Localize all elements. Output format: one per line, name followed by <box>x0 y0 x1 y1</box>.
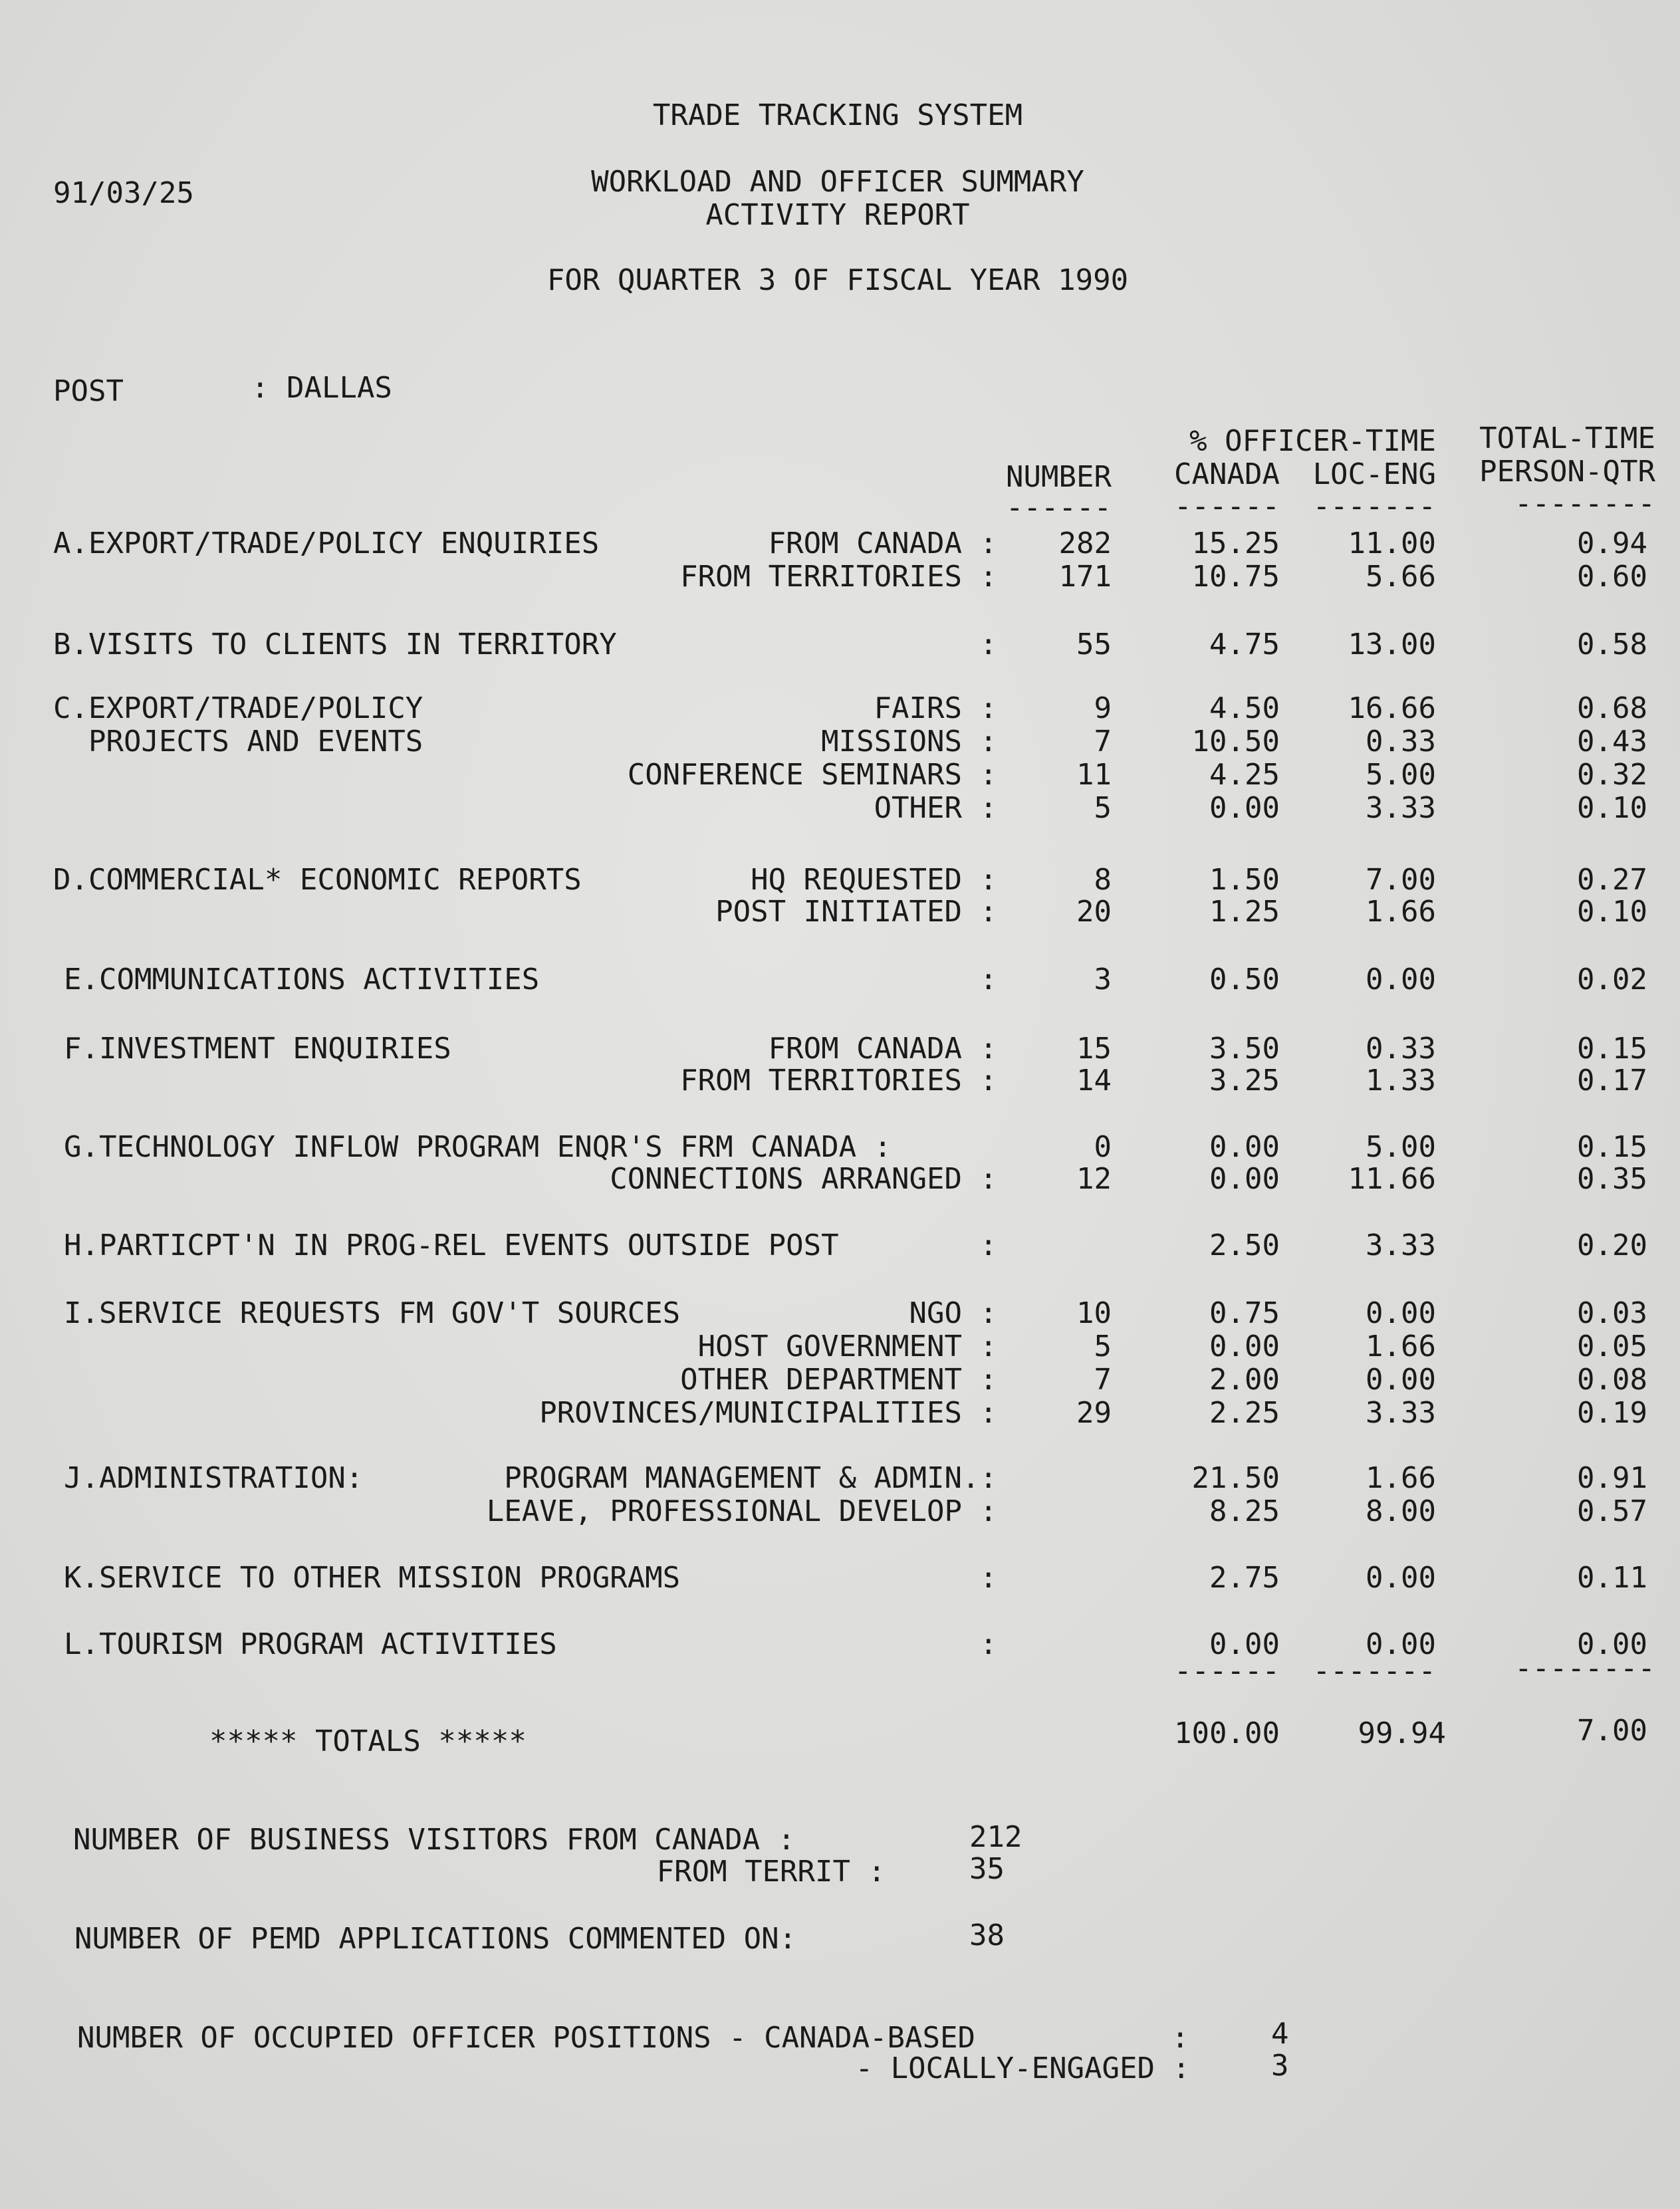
row-label: C.EXPORT/TRADE/POLICY <box>53 691 423 725</box>
row-number: 10 <box>1076 1296 1112 1330</box>
row-number: 7 <box>1094 725 1112 758</box>
row-loceng: 0.00 <box>1366 1296 1436 1330</box>
row-person-qtr: 0.68 <box>1577 691 1647 725</box>
row-canada: 4.25 <box>1209 758 1280 792</box>
totals-canada: 100.00 <box>1174 1716 1280 1750</box>
row-sublabel: NGO : <box>909 1296 997 1330</box>
row-canada: 0.50 <box>1209 963 1280 996</box>
row-sublabel: : <box>979 963 997 996</box>
row-person-qtr: 0.32 <box>1577 758 1647 792</box>
totals-person-qtr: 7.00 <box>1577 1714 1647 1748</box>
col-header-person-qtr: PERSON-QTR <box>1479 455 1655 489</box>
row-label: H.PARTICPT'N IN PROG-REL EVENTS OUTSIDE POST <box>64 1228 839 1262</box>
row-sublabel: FROM CANADA : <box>768 1032 997 1066</box>
row-loceng: 8.00 <box>1366 1494 1436 1528</box>
row-loceng: 5.00 <box>1366 1130 1436 1164</box>
underline-loceng: ------- <box>1312 489 1436 523</box>
row-canada: 15.25 <box>1191 526 1280 560</box>
row-canada: 2.00 <box>1209 1363 1280 1397</box>
totals-loceng: 99.94 <box>1358 1716 1446 1750</box>
pemd-value: 38 <box>969 1918 1005 1952</box>
row-loceng: 0.00 <box>1366 1561 1436 1595</box>
row-label: K.SERVICE TO OTHER MISSION PROGRAMS <box>64 1561 681 1595</box>
col-header-loceng: LOC-ENG <box>1312 457 1436 491</box>
row-loceng: 7.00 <box>1366 863 1436 897</box>
row-sublabel: : <box>979 1228 997 1262</box>
row-canada: 21.50 <box>1191 1461 1280 1495</box>
row-person-qtr: 0.58 <box>1577 628 1647 661</box>
row-canada: 2.50 <box>1209 1228 1280 1262</box>
row-loceng: 11.66 <box>1348 1162 1436 1196</box>
totals-label: ***** TOTALS ***** <box>209 1724 527 1758</box>
row-sublabel: : <box>979 628 997 661</box>
report-period: FOR QUARTER 3 OF FISCAL YEAR 1990 <box>546 263 1129 297</box>
row-number: 7 <box>1094 1363 1112 1397</box>
row-canada: 0.00 <box>1209 1627 1280 1661</box>
row-person-qtr: 0.10 <box>1577 791 1647 825</box>
row-sublabel: CONNECTIONS ARRANGED : <box>610 1162 997 1196</box>
row-person-qtr: 0.15 <box>1577 1130 1647 1164</box>
row-number: 55 <box>1076 628 1112 661</box>
row-number: 5 <box>1094 791 1112 825</box>
row-number: 171 <box>1058 560 1112 594</box>
totals-underline-person-qtr: -------- <box>1514 1651 1655 1685</box>
row-label: L.TOURISM PROGRAM ACTIVITIES <box>64 1627 557 1661</box>
underline-canada: ------ <box>1174 489 1280 523</box>
row-label: B.VISITS TO CLIENTS IN TERRITORY <box>53 628 617 661</box>
positions-label: NUMBER OF OCCUPIED OFFICER POSITIONS - CANADA-BASED <box>77 2021 976 2055</box>
row-number: 29 <box>1076 1396 1112 1430</box>
col-header-number: NUMBER <box>1006 460 1112 494</box>
row-sublabel: MISSIONS : <box>821 725 997 758</box>
row-canada: 1.25 <box>1209 895 1280 929</box>
row-canada: 2.75 <box>1209 1561 1280 1595</box>
row-person-qtr: 0.00 <box>1577 1627 1647 1661</box>
row-loceng: 0.00 <box>1366 963 1436 996</box>
row-canada: 0.00 <box>1209 1162 1280 1196</box>
report-title: WORKLOAD AND OFFICER SUMMARY <box>591 165 1084 199</box>
row-number: 20 <box>1076 895 1112 929</box>
row-person-qtr: 0.20 <box>1577 1228 1647 1262</box>
visitors-label: NUMBER OF BUSINESS VISITORS FROM CANADA : <box>73 1823 796 1857</box>
row-canada: 10.75 <box>1191 560 1280 594</box>
row-number: 12 <box>1076 1162 1112 1196</box>
row-loceng: 5.66 <box>1366 560 1436 594</box>
visitors-territ-value: 35 <box>969 1852 1005 1886</box>
row-canada: 0.00 <box>1209 1130 1280 1164</box>
positions-colon: : <box>1171 2021 1189 2055</box>
post-value: : DALLAS <box>251 371 392 405</box>
row-loceng: 0.00 <box>1366 1363 1436 1397</box>
row-canada: 3.50 <box>1209 1032 1280 1066</box>
row-number: 11 <box>1076 758 1112 792</box>
col-header-total: TOTAL-TIME <box>1479 421 1655 455</box>
row-loceng: 3.33 <box>1366 791 1436 825</box>
row-number: 3 <box>1094 963 1112 996</box>
row-number: 5 <box>1094 1330 1112 1363</box>
row-label: E.COMMUNICATIONS ACTIVITIES <box>64 963 540 996</box>
row-person-qtr: 0.60 <box>1577 560 1647 594</box>
row-canada: 3.25 <box>1209 1064 1280 1098</box>
row-canada: 4.50 <box>1209 691 1280 725</box>
row-sublabel: CONFERENCE SEMINARS : <box>627 758 997 792</box>
row-person-qtr: 0.91 <box>1577 1461 1647 1495</box>
row-loceng: 0.33 <box>1366 1032 1436 1066</box>
col-header-pct: % OFFICER-TIME <box>1189 424 1436 458</box>
row-sublabel: HQ REQUESTED : <box>751 863 997 897</box>
row-canada: 8.25 <box>1209 1494 1280 1528</box>
row-label: A.EXPORT/TRADE/POLICY ENQUIRIES <box>53 526 600 560</box>
visitors-canada-value: 212 <box>969 1820 1022 1854</box>
pemd-label: NUMBER OF PEMD APPLICATIONS COMMENTED ON: <box>74 1922 797 1956</box>
row-canada: 0.00 <box>1209 791 1280 825</box>
report-subtitle: ACTIVITY REPORT <box>705 198 970 232</box>
visitors-territ-label: FROM TERRIT : <box>656 1855 886 1889</box>
positions-canada-based-value: 4 <box>1271 2017 1289 2051</box>
row-number: 0 <box>1094 1130 1112 1164</box>
row-sublabel: FROM CANADA : <box>768 526 997 560</box>
row-loceng: 16.66 <box>1348 691 1436 725</box>
row-person-qtr: 0.10 <box>1577 895 1647 929</box>
row-canada: 2.25 <box>1209 1396 1280 1430</box>
row-label: F.INVESTMENT ENQUIRIES <box>64 1032 451 1066</box>
row-loceng: 1.66 <box>1366 1330 1436 1363</box>
row-person-qtr: 0.57 <box>1577 1494 1647 1528</box>
row-label: I.SERVICE REQUESTS FM GOV'T SOURCES <box>64 1296 681 1330</box>
row-person-qtr: 0.43 <box>1577 725 1647 758</box>
row-loceng: 1.66 <box>1366 1461 1436 1495</box>
row-person-qtr: 0.19 <box>1577 1396 1647 1430</box>
row-person-qtr: 0.05 <box>1577 1330 1647 1363</box>
row-person-qtr: 0.15 <box>1577 1032 1647 1066</box>
row-canada: 0.75 <box>1209 1296 1280 1330</box>
row-loceng: 13.00 <box>1348 628 1436 661</box>
row-sublabel: HOST GOVERNMENT : <box>697 1330 997 1363</box>
system-title: TRADE TRACKING SYSTEM <box>652 98 1023 132</box>
row-sublabel: FROM TERRITORIES : <box>680 560 997 594</box>
row-loceng: 5.00 <box>1366 758 1436 792</box>
row-loceng: 0.00 <box>1366 1627 1436 1661</box>
row-loceng: 3.33 <box>1366 1396 1436 1430</box>
row-sublabel: LEAVE, PROFESSIONAL DEVELOP : <box>486 1494 997 1528</box>
positions-locally-engaged-value: 3 <box>1271 2049 1289 2083</box>
row-loceng: 1.33 <box>1366 1064 1436 1098</box>
post-label: POST <box>53 374 124 408</box>
row-sublabel: : <box>979 1627 997 1661</box>
row-loceng: 11.00 <box>1348 526 1436 560</box>
row-number: 9 <box>1094 691 1112 725</box>
row-person-qtr: 0.27 <box>1577 863 1647 897</box>
row-sublabel: PROGRAM MANAGEMENT & ADMIN.: <box>504 1461 997 1495</box>
row-number: 15 <box>1076 1032 1112 1066</box>
row-person-qtr: 0.35 <box>1577 1162 1647 1196</box>
row-number: 282 <box>1058 526 1112 560</box>
row-number: 8 <box>1094 863 1112 897</box>
row-sublabel: : <box>979 1561 997 1595</box>
row-canada: 10.50 <box>1191 725 1280 758</box>
row-canada: 4.75 <box>1209 628 1280 661</box>
underline-person-qtr: -------- <box>1514 487 1655 521</box>
totals-underline-loceng: ------- <box>1312 1654 1436 1688</box>
row-sublabel: FAIRS : <box>874 691 997 725</box>
row-loceng: 1.66 <box>1366 895 1436 929</box>
row-person-qtr: 0.17 <box>1577 1064 1647 1098</box>
row-person-qtr: 0.11 <box>1577 1561 1647 1595</box>
report-date: 91/03/25 <box>53 176 194 210</box>
row-label: J.ADMINISTRATION: <box>64 1461 364 1495</box>
row-canada: 0.00 <box>1209 1330 1280 1363</box>
row-person-qtr: 0.94 <box>1577 526 1647 560</box>
row-sublabel: OTHER DEPARTMENT : <box>680 1363 997 1397</box>
row-person-qtr: 0.03 <box>1577 1296 1647 1330</box>
row-person-qtr: 0.08 <box>1577 1363 1647 1397</box>
row-label: PROJECTS AND EVENTS <box>53 725 423 758</box>
row-sublabel: POST INITIATED : <box>715 895 997 929</box>
col-header-canada: CANADA <box>1174 457 1280 491</box>
row-sublabel: OTHER : <box>874 791 997 825</box>
row-label: D.COMMERCIAL* ECONOMIC REPORTS <box>53 863 582 897</box>
row-loceng: 3.33 <box>1366 1228 1436 1262</box>
row-sublabel: PROVINCES/MUNICIPALITIES : <box>539 1396 997 1430</box>
totals-underline-canada: ------ <box>1174 1654 1280 1688</box>
row-person-qtr: 0.02 <box>1577 963 1647 996</box>
row-number: 14 <box>1076 1064 1112 1098</box>
row-canada: 1.50 <box>1209 863 1280 897</box>
positions-le-label: - LOCALLY-ENGAGED : <box>855 2051 1190 2085</box>
row-label: G.TECHNOLOGY INFLOW PROGRAM ENQR'S FRM CANADA : <box>64 1130 892 1164</box>
row-sublabel: FROM TERRITORIES : <box>680 1064 997 1098</box>
underline-number: ------ <box>1006 491 1112 524</box>
row-loceng: 0.33 <box>1366 725 1436 758</box>
